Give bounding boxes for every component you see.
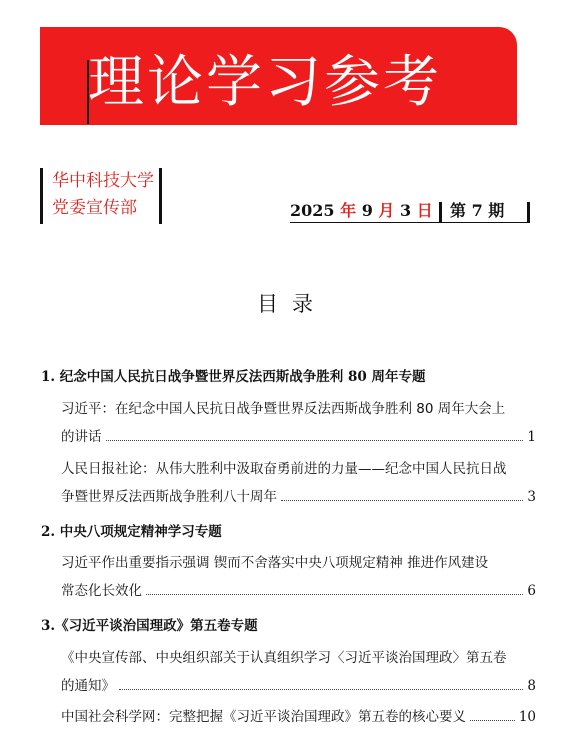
toc-entry-page: 3: [527, 489, 536, 505]
toc-entry-page: 8: [527, 678, 536, 694]
toc-entry[interactable]: [61, 549, 536, 605]
leader-dots: [119, 672, 523, 690]
issue-number: 第 7 期: [450, 201, 505, 220]
organization-box: [40, 168, 162, 224]
leader-dots: [281, 483, 523, 501]
toc-section-heading: 3.《习近平谈治国理政》第五卷专题: [41, 618, 258, 634]
date-issue-line: [290, 200, 530, 223]
toc-entry[interactable]: [61, 703, 536, 731]
toc-entry-title-line2: 争暨世界反法西斯战争胜利八十周年: [61, 489, 277, 505]
leader-dots: [106, 423, 524, 441]
leader-dots: [146, 577, 523, 595]
toc-title: 目录: [257, 292, 327, 316]
publication-title: 理论学习参考: [88, 50, 442, 115]
toc-entry[interactable]: [61, 395, 536, 451]
toc-section-heading: 1. 纪念中国人民抗日战争暨世界反法西斯战争胜利 80 周年专题: [41, 369, 426, 385]
toc-entry-title-line2: 常态化长效化: [61, 583, 142, 599]
toc-entry-title-line2: 的通知》: [61, 678, 115, 694]
leader-dots: [470, 703, 515, 721]
toc-entry-page: 1: [527, 429, 536, 445]
toc-entry-title-line1: 习近平作出重要指示强调 锲而不舍落实中央八项规定精神 推进作风建设: [61, 555, 489, 571]
toc-entry[interactable]: [61, 455, 536, 511]
toc-entry-title-line1: 习近平：在纪念中国人民抗日战争暨世界反法西斯战争胜利 80 周年大会上: [61, 401, 506, 417]
toc-entry-title: 中国社会科学网：完整把握《习近平谈治国理政》第五卷的核心要义: [61, 709, 466, 725]
org-line-department: 党委宣传部: [52, 198, 137, 218]
toc-entry-title-line1: 《中央宣传部、中央组织部关于认真组织学习〈习近平谈治国理政〉第五卷: [61, 650, 507, 666]
toc-entry-page: 6: [527, 583, 536, 599]
toc-entry-title-line2: 的讲话: [61, 429, 102, 445]
org-line-university: 华中科技大学: [52, 171, 154, 191]
toc-entry-title-line1: 人民日报社论：从伟大胜利中汲取奋勇前进的力量——纪念中国人民抗日战: [61, 461, 507, 477]
date-line-end: [527, 202, 530, 222]
issue-date: 2025 年 9 月 3 日: [290, 201, 433, 220]
toc-entry[interactable]: [61, 644, 536, 700]
toc-entry-page: 10: [518, 709, 536, 725]
date-separator: [439, 202, 442, 222]
toc-section-heading: 2. 中央八项规定精神学习专题: [41, 524, 222, 540]
